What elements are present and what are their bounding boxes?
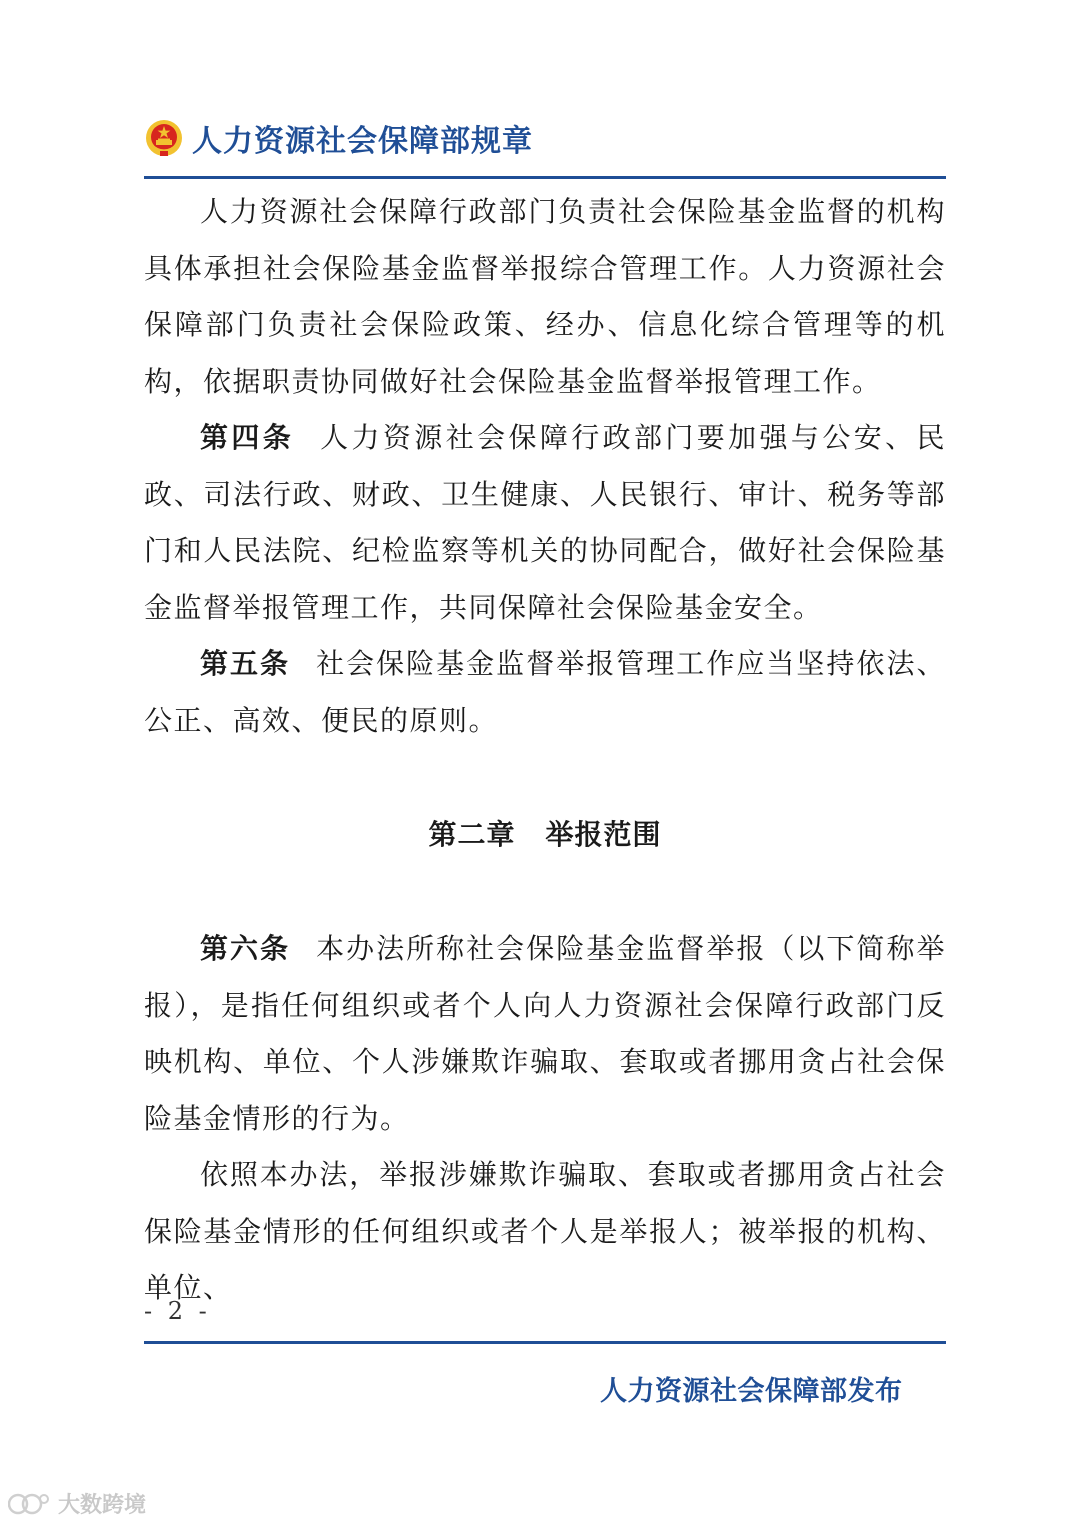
- paragraph-text: 依照本办法，举报涉嫌欺诈骗取、套取或者挪用贪占社会保险基金情形的任何组织或者个人是举报人；被举报的机构、单位、: [144, 1158, 946, 1304]
- article-6-heading: 第六条: [200, 932, 291, 965]
- article-6: [144, 921, 946, 1147]
- article-4-text: 人力资源社会保障行政部门要加强与公安、民政、司法行政、财政、卫生健康、人民银行、审计、税务等部门和人民法院、纪检监察等机关的协同配合，做好社会保险基金监督举报管理工作，共同保障社会保险基金安全。: [144, 421, 946, 624]
- page-header: [144, 112, 533, 164]
- watermark-logo-icon: [8, 1491, 52, 1517]
- national-emblem-icon: [144, 118, 184, 158]
- footer-publisher: 人力资源社会保障部发布: [600, 1376, 903, 1407]
- chapter-title: 举报范围: [545, 818, 662, 851]
- footer-divider: [144, 1341, 946, 1344]
- paragraph: [144, 184, 946, 410]
- watermark: [8, 1488, 146, 1519]
- chapter-number: 第二章: [428, 818, 516, 851]
- watermark-text: 大数跨境: [58, 1493, 147, 1518]
- header-divider: [144, 176, 946, 179]
- document-body: [144, 184, 946, 1317]
- article-5-heading: 第五条: [200, 647, 291, 680]
- paragraph: [144, 1147, 946, 1317]
- page-number: - 2 -: [144, 1297, 211, 1325]
- chapter-heading: [144, 805, 946, 865]
- paragraph-text: 人力资源社会保障行政部门负责社会保险基金监督的机构具体承担社会保险基金监督举报综合管理工作。人力资源社会保障部门负责社会保险政策、经办、信息化综合管理等的机构，依据职责协同做好社会保险基金监督举报管理工作。: [144, 195, 946, 398]
- article-5: [144, 636, 946, 749]
- article-6-text: 本办法所称社会保险基金监督举报（以下简称举报），是指任何组织或者个人向人力资源社会保障行政部门反映机构、单位、个人涉嫌欺诈骗取、套取或者挪用贪占社会保险基金情形的行为。: [144, 932, 946, 1135]
- article-4-heading: 第四条: [200, 421, 295, 454]
- header-title: 人力资源社会保障部规章: [192, 124, 533, 159]
- article-4: [144, 410, 946, 636]
- article-5-text: 社会保险基金监督举报管理工作应当坚持依法、公正、高效、便民的原则。: [144, 647, 946, 737]
